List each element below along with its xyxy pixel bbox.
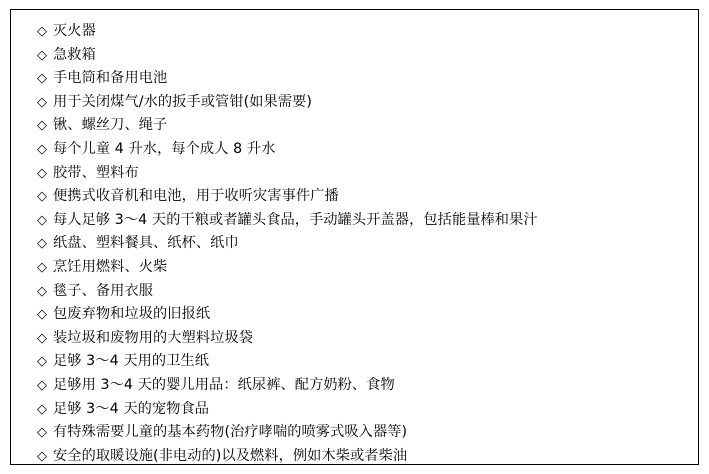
list-item-label: 手电筒和备用电池 <box>53 70 168 87</box>
diamond-bullet-icon: ◇ <box>37 94 47 110</box>
list-item <box>11 162 698 186</box>
diamond-bullet-icon: ◇ <box>37 401 47 417</box>
diamond-bullet-icon: ◇ <box>37 165 47 181</box>
list-item-label: 每人足够 3～4 天的干粮或者罐头食品，手动罐头开盖器，包括能量棒和果汁 <box>53 211 538 228</box>
list-item <box>11 44 698 68</box>
diamond-bullet-icon: ◇ <box>37 259 47 275</box>
diamond-bullet-icon: ◇ <box>37 71 47 87</box>
list-item-label: 便携式收音机和电池，用于收听灾害事件广播 <box>53 188 339 205</box>
list-item <box>11 350 698 374</box>
list-item-label: 有特殊需要儿童的基本药物(治疗哮喘的喷雾式吸入器等) <box>53 424 408 441</box>
list-item <box>11 327 698 351</box>
list-item-label: 装垃圾和废物用的大塑料垃圾袋 <box>53 329 254 346</box>
list-item-label: 纸盘、塑料餐具、纸杯、纸巾 <box>53 235 239 252</box>
diamond-bullet-icon: ◇ <box>37 330 47 346</box>
list-item-label: 足够 3～4 天的宠物食品 <box>53 400 210 417</box>
diamond-bullet-icon: ◇ <box>37 118 47 134</box>
list-item-label: 锹、螺丝刀、绳子 <box>53 117 168 134</box>
list-item-label: 灭火器 <box>53 23 96 39</box>
diamond-bullet-icon: ◇ <box>37 448 47 464</box>
list-item-label: 毯子、备用衣服 <box>53 282 154 299</box>
list-item <box>11 67 698 91</box>
list-item <box>11 303 698 327</box>
diamond-bullet-icon: ◇ <box>37 24 47 39</box>
diamond-bullet-icon: ◇ <box>37 236 47 252</box>
list-item-label: 胶带、塑料布 <box>53 164 139 181</box>
list-item <box>11 374 698 398</box>
checklist <box>11 20 698 468</box>
list-item <box>11 20 698 44</box>
list-item-label: 足够 3～4 天用的卫生纸 <box>53 353 210 370</box>
list-item <box>11 138 698 162</box>
list-item <box>11 114 698 138</box>
list-item <box>11 280 698 304</box>
diamond-bullet-icon: ◇ <box>37 189 47 205</box>
list-item <box>11 91 698 115</box>
list-item-label: 急救箱 <box>53 46 96 63</box>
diamond-bullet-icon: ◇ <box>37 212 47 228</box>
list-item-label: 包废弃物和垃圾的旧报纸 <box>53 306 211 323</box>
list-item-label: 安全的取暖设施(非电动的)以及燃料，例如木柴或者柴油 <box>53 447 408 464</box>
list-item <box>11 185 698 209</box>
list-item <box>11 256 698 280</box>
checklist-box <box>10 9 699 465</box>
list-item <box>11 232 698 256</box>
list-item-label: 用于关闭煤气/水的扳手或管钳(如果需要) <box>53 93 313 110</box>
list-item-label: 烹饪用燃料、火柴 <box>53 258 168 275</box>
diamond-bullet-icon: ◇ <box>37 47 47 63</box>
diamond-bullet-icon: ◇ <box>37 425 47 441</box>
list-item <box>11 209 698 233</box>
list-item <box>11 445 698 469</box>
diamond-bullet-icon: ◇ <box>37 307 47 323</box>
diamond-bullet-icon: ◇ <box>37 377 47 393</box>
list-item <box>11 398 698 422</box>
diamond-bullet-icon: ◇ <box>37 354 47 370</box>
list-item-label: 足够用 3～4 天的婴儿用品：纸尿裤、配方奶粉、食物 <box>53 376 395 393</box>
diamond-bullet-icon: ◇ <box>37 283 47 299</box>
list-item-label: 每个儿童 4 升水，每个成人 8 升水 <box>53 140 276 157</box>
list-item <box>11 421 698 445</box>
diamond-bullet-icon: ◇ <box>37 141 47 157</box>
